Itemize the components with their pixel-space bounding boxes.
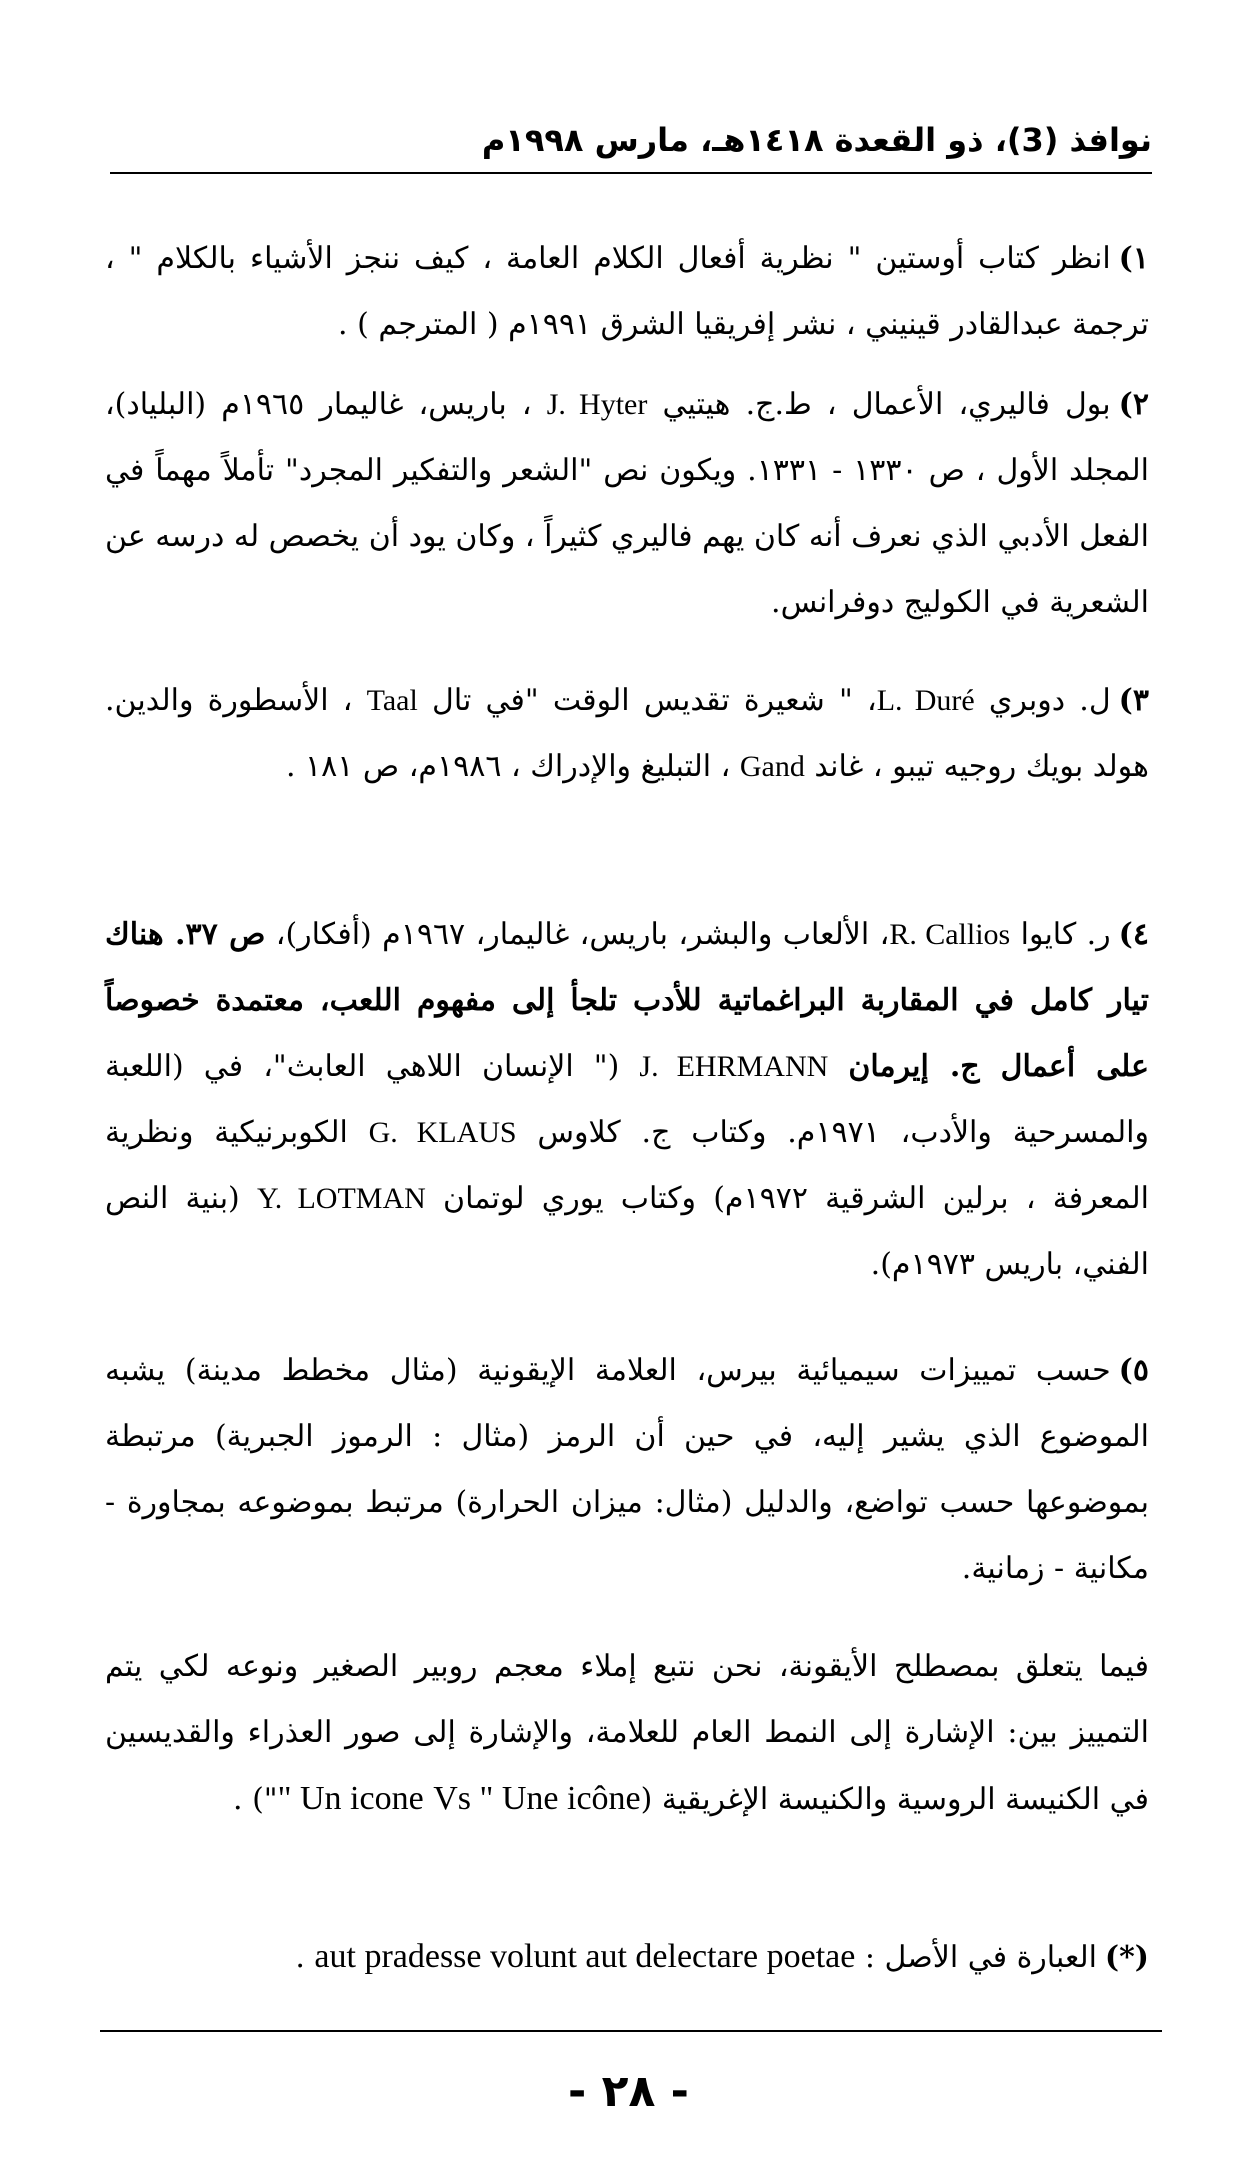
footnote-4-latin-4: Y. LOTMAN — [256, 1182, 426, 1215]
footnote-2-latin-name: J. Hyter — [546, 388, 648, 421]
footnote-1 — [105, 226, 1149, 358]
star-note-end: . — [295, 1940, 305, 1975]
footnote-5-latin-2: Vs " Une icône — [433, 1780, 641, 1817]
footnote-3 — [105, 668, 1149, 800]
star-note — [105, 1924, 1149, 1991]
footnote-4-text-3: ص ٣٧. هناك تيار كامل في المقاربة البراغماتية للأدب تلجأ إلى مفهوم اللعب، معتمدة خصوصاً على أعمال ج. إيرمان — [105, 917, 1149, 1084]
footnote-5-para2-end: ") . — [233, 1782, 278, 1817]
footnote-5-text: حسب تمييزات سيميائية بيرس، العلامة الإيقونية (مثال مخطط مدينة) يشبه الموضوع الذي يشير إليه، في حين أن الرمز (مثال : الرموز الجبرية) مرتبطة بموضوعها حسب تواضع، والدليل (مثال: ميزان الحرارة) مرتبط بموضوعه بمجاورة - مكانية - زمانية. — [105, 1353, 1149, 1586]
star-note-latin: aut pradesse volunt aut delectare poetae — [314, 1938, 856, 1975]
footnote-2-number: ٢) — [1118, 387, 1149, 422]
footnote-4 — [105, 902, 1149, 1298]
footnote-4-latin-2: J. EHRMANN — [639, 1050, 829, 1083]
footnote-3-text-3: ، الأسطورة والدين. هولد بويك روجيه تيبو ، غاند — [105, 683, 1149, 784]
footnote-4-text-6: (بنية النص الفني، باريس ١٩٧٣م). — [105, 1181, 1149, 1282]
page-header — [110, 118, 1152, 162]
footnote-3-latin-3: Gand — [739, 750, 805, 783]
footnote-4-text-4: (" الإنسان اللاهي العابث"، في (اللعبة والمسرحية والأدب، ١٩٧١م. وكتاب ج. كلاوس — [105, 1049, 1149, 1150]
footnote-4-text-1: ر. كايوا — [1020, 917, 1111, 952]
page-number: - ٢٨ - — [568, 2066, 689, 2117]
footnote-5-para2-text: فيما يتعلق بمصطلح الأيقونة، نحن نتبع إملاء معجم روبير الصغير ونوعه لكي يتم التمييز بين: الإشارة إلى النمط العام للعلامة، والإشارة إلى صور العذراء والقديسين في الكنيسة الروسية والكنيسة الإغريقية ( — [105, 1649, 1149, 1817]
footnote-3-text-1: ل. دوبري — [988, 683, 1111, 718]
star-note-text: العبارة في الأصل : — [864, 1940, 1097, 1975]
footnote-3-latin-1: L. Duré — [876, 684, 975, 717]
footer-rule — [100, 2030, 1162, 2032]
footnote-2-text-start: بول فاليري، الأعمال ، ط.ج. هيتيي — [662, 387, 1111, 422]
footnote-4-latin-3: G. KLAUS — [368, 1116, 517, 1149]
footnote-2-text-end: ، باريس، غاليمار ١٩٦٥م (البلياد)، المجلد الأول ، ص ١٣٣٠ - ١٣٣١. ويكون نص "الشعر والتفكير المجرد" تأملاً مهماً في الفعل الأدبي الذي نعرف أنه كان يهم فاليري كثيراً ، وكان يود أن يخصص له درسه عن الشعرية في الكوليج دوفرانس. — [105, 387, 1149, 620]
footnote-3-latin-2: Taal — [366, 684, 418, 717]
footnote-5-number: ٥) — [1118, 1353, 1149, 1388]
footnote-1-number: ١) — [1118, 241, 1149, 276]
journal-header-title: نوافذ (3)، ذو القعدة ١٤١٨هـ، مارس ١٩٩٨م — [481, 121, 1152, 159]
star-note-marker: (*) — [1104, 1940, 1149, 1975]
footnote-3-text-4: ، التبليغ والإدراك ، ١٩٨٦م، ص ١٨١ . — [285, 749, 731, 784]
footnote-4-text-2: ، الألعاب والبشر، باريس، غاليمار، ١٩٦٧م (أفكار)، — [275, 917, 890, 952]
footnote-3-number: ٣) — [1118, 683, 1149, 718]
footnote-2 — [105, 372, 1149, 636]
footnote-1-text: انظر كتاب أوستين " نظرية أفعال الكلام العامة ، كيف ننجز الأشياء بالكلام " ، ترجمة عبدالقادر قينيني ، نشر إفريقيا الشرق ١٩٩١م ( المترجم ) . — [105, 241, 1149, 342]
footnote-3-text-2: ، " شعيرة تقديس الوقت "في تال — [432, 683, 877, 718]
footnote-5-paragraph-2 — [105, 1634, 1149, 1833]
footnote-5-latin-1: " Un icone — [277, 1780, 424, 1817]
footnote-5 — [105, 1338, 1149, 1602]
header-rule — [110, 172, 1152, 174]
footnote-4-number: ٤) — [1118, 917, 1149, 952]
footnote-4-latin-1: R. Callios — [889, 918, 1011, 951]
footnote-4-text-5: الكوبرنيكية ونظرية المعرفة ، برلين الشرقية ١٩٧٢م) وكتاب يوري لوتمان — [105, 1115, 1149, 1216]
